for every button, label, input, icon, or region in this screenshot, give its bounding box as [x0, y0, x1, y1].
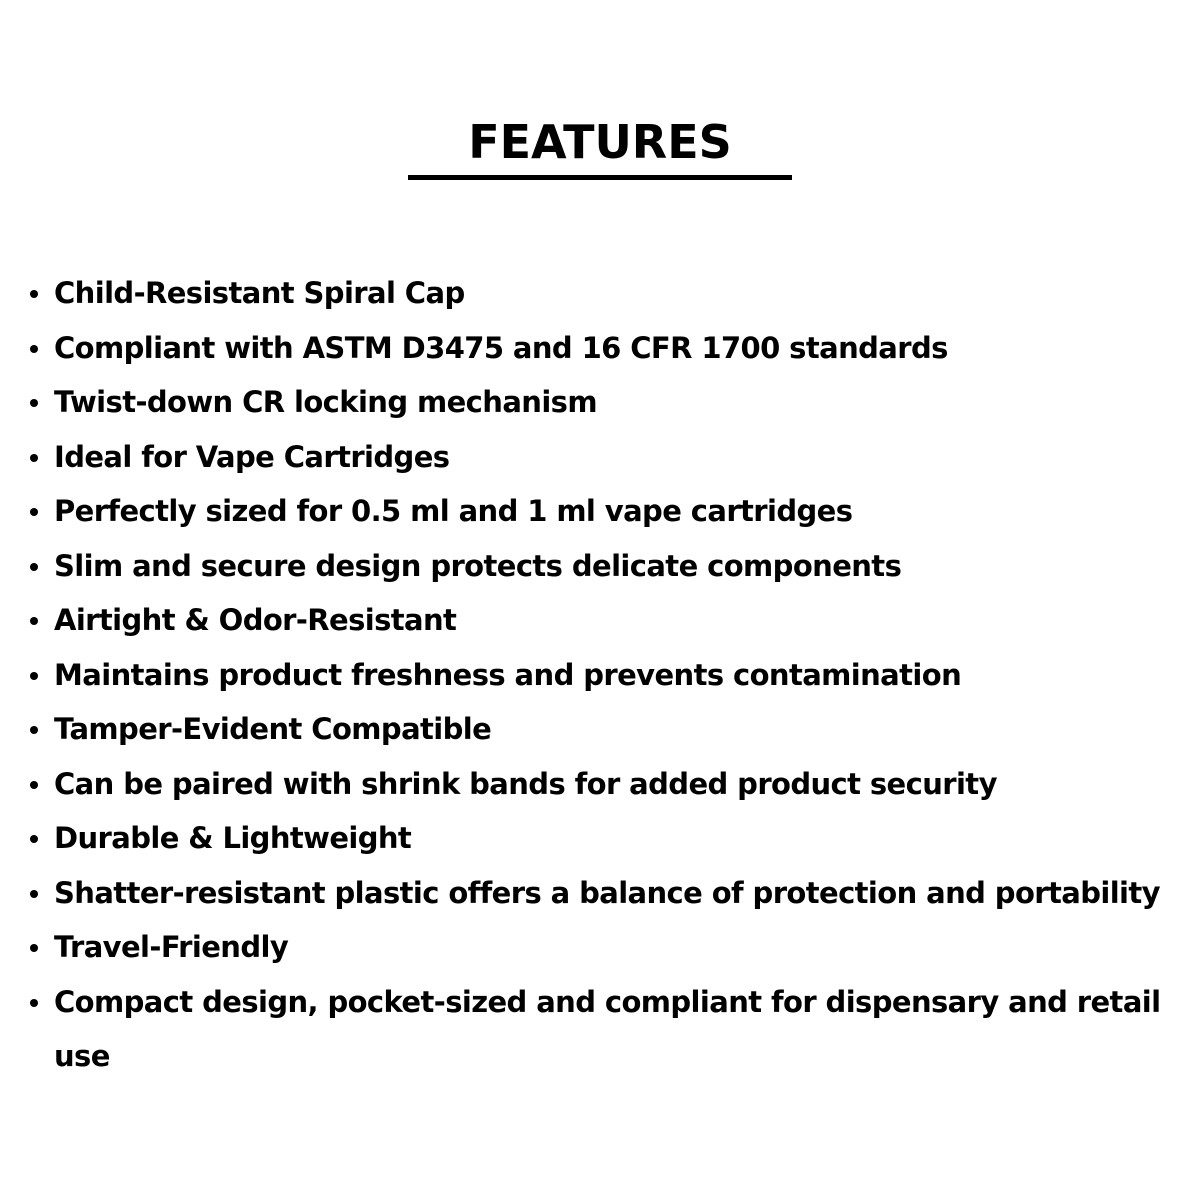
- title-underline: [408, 175, 792, 180]
- feature-text: Travel-Friendly: [54, 930, 289, 964]
- feature-text: Compact design, pocket-sized and compliant for dispensary and retail use: [54, 984, 1161, 1073]
- bullet-icon: [30, 508, 38, 516]
- bullet-icon: [30, 944, 38, 952]
- feature-text: Tamper-Evident Compatible: [54, 712, 492, 746]
- list-item: [28, 866, 1200, 921]
- feature-text: Twist-down CR locking mechanism: [54, 385, 597, 419]
- bullet-icon: [30, 890, 38, 898]
- bullet-icon: [30, 672, 38, 680]
- feature-text: Slim and secure design protects delicate components: [54, 548, 902, 583]
- list-item: [28, 757, 1200, 812]
- list-item: [28, 811, 1200, 866]
- bullet-icon: [30, 290, 38, 298]
- features-list: [28, 266, 1200, 1084]
- list-item: [28, 321, 1200, 376]
- bullet-icon: [30, 835, 38, 843]
- bullet-icon: [30, 617, 38, 625]
- feature-text: Compliant with ASTM D3475 and 16 CFR 1700 standards: [54, 330, 948, 365]
- feature-text: Perfectly sized for 0.5 ml and 1 ml vape cartridges: [54, 494, 853, 528]
- list-item: [28, 920, 1200, 975]
- feature-text: Durable & Lightweight: [54, 821, 412, 855]
- bullet-icon: [30, 781, 38, 789]
- feature-text: Child-Resistant Spiral Cap: [54, 276, 465, 310]
- bullet-icon: [30, 399, 38, 407]
- list-item: [28, 484, 1200, 539]
- feature-text: Maintains product freshness and prevents contamination: [54, 657, 962, 692]
- list-item: [28, 266, 1200, 321]
- bullet-icon: [30, 999, 38, 1007]
- feature-text: Ideal for Vape Cartridges: [54, 439, 450, 474]
- list-item: [28, 430, 1200, 485]
- bullet-icon: [30, 345, 38, 353]
- bullet-icon: [30, 454, 38, 462]
- feature-text: Airtight & Odor-Resistant: [54, 603, 457, 637]
- list-item: [28, 593, 1200, 648]
- page-title: FEATURES: [468, 115, 732, 169]
- feature-text: Shatter-resistant plastic offers a balance of protection and portability: [54, 875, 1160, 910]
- list-item: [28, 975, 1200, 1084]
- feature-text: Can be paired with shrink bands for added product security: [54, 766, 997, 801]
- bullet-icon: [30, 563, 38, 571]
- list-item: [28, 539, 1200, 594]
- list-item: [28, 648, 1200, 703]
- list-item: [28, 375, 1200, 430]
- bullet-icon: [30, 726, 38, 734]
- list-item: [28, 702, 1200, 757]
